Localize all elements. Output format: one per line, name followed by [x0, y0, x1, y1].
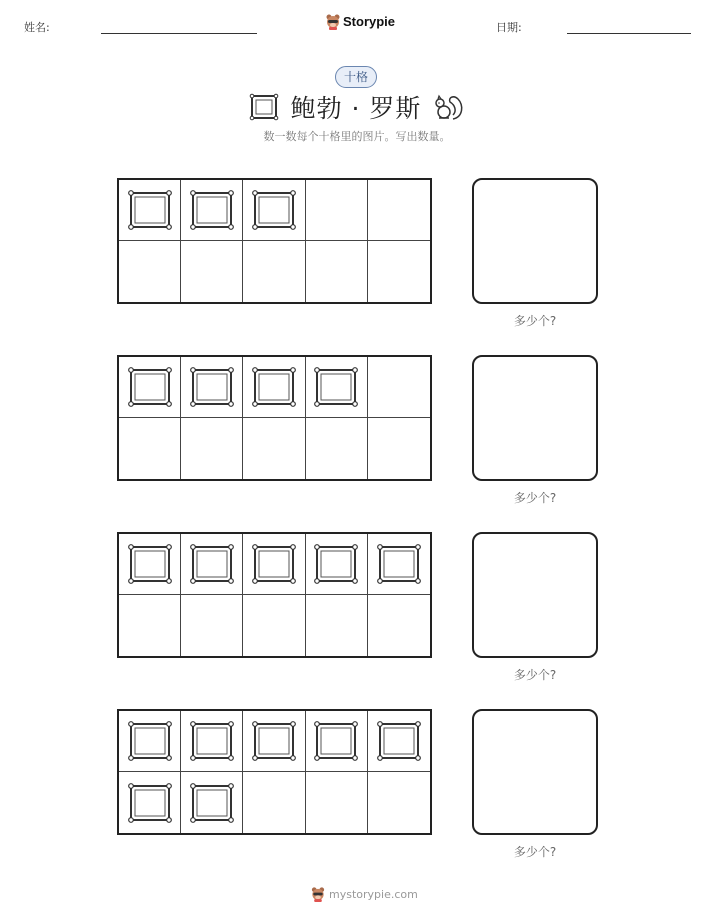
picture-frame-icon [252, 721, 296, 761]
ten-frame-cell [181, 595, 243, 656]
how-many-label: 多少个? [513, 314, 557, 328]
answer-box[interactable] [472, 709, 598, 835]
ten-frame-cell [243, 357, 305, 418]
picture-frame-icon [128, 783, 172, 823]
ten-frame-cell [306, 180, 368, 241]
ten-frame-cell [368, 241, 430, 302]
name-line[interactable] [101, 33, 257, 34]
picture-frame-icon [190, 721, 234, 761]
ten-frame-cell [243, 534, 305, 595]
ten-frame-cell [306, 418, 368, 479]
ten-frame-cell [243, 595, 305, 656]
ten-frame-cell [368, 418, 430, 479]
picture-frame-icon [128, 544, 172, 584]
storypie-logo-icon [326, 13, 340, 30]
picture-frame-icon [128, 190, 172, 230]
how-many-label: 多少个? [513, 668, 557, 682]
title-row [0, 89, 714, 125]
picture-frame-icon [249, 93, 279, 121]
ten-frame-cell [368, 772, 430, 833]
ten-frame-cell [243, 241, 305, 302]
ten-frame-cell [243, 772, 305, 833]
storypie-logo-icon [311, 886, 325, 902]
picture-frame-icon [314, 544, 358, 584]
ten-frame-cell [181, 357, 243, 418]
ten-frame [117, 355, 432, 481]
ten-frame-cell [119, 711, 181, 772]
squirrel-icon [433, 93, 465, 121]
picture-frame-icon [190, 367, 234, 407]
picture-frame-icon [190, 783, 234, 823]
ten-frame-cell [119, 357, 181, 418]
picture-frame-icon [377, 721, 421, 761]
brand-name: Storypie [343, 14, 396, 29]
ten-frame-cell [306, 241, 368, 302]
ten-frame-cell [306, 772, 368, 833]
how-many-label: 多少个? [513, 491, 557, 505]
footer-url[interactable]: mystorypie.com [329, 887, 418, 901]
ten-frame-cell [368, 534, 430, 595]
ten-frame-cell [368, 595, 430, 656]
ten-frame-cell [119, 180, 181, 241]
ten-frame [117, 178, 432, 304]
ten-frame-cell [306, 534, 368, 595]
picture-frame-icon [252, 367, 296, 407]
how-many-label: 多少个? [513, 845, 557, 859]
ten-frame-cell [243, 711, 305, 772]
picture-frame-icon [314, 367, 358, 407]
picture-frame-icon [252, 544, 296, 584]
ten-frame-cell [181, 772, 243, 833]
ten-frame-cell [243, 180, 305, 241]
picture-frame-icon [128, 721, 172, 761]
picture-frame-icon [128, 367, 172, 407]
ten-frame-cell [368, 711, 430, 772]
ten-frame-cell [306, 595, 368, 656]
ten-frame-cell [181, 534, 243, 595]
ten-frame-cell [181, 180, 243, 241]
picture-frame-icon [377, 544, 421, 584]
picture-frame-icon [314, 721, 358, 761]
ten-frame-cell [119, 241, 181, 302]
ten-frame-cell [119, 534, 181, 595]
brand-logo [326, 13, 395, 30]
ten-frame-cell [119, 418, 181, 479]
answer-box[interactable] [472, 355, 598, 481]
page-title: 鲍勃 · 罗斯 [290, 94, 422, 123]
date-line[interactable] [567, 33, 691, 34]
ten-frame-tag: 十格 [335, 66, 377, 88]
name-label: 姓名: [24, 21, 50, 34]
picture-frame-icon [190, 544, 234, 584]
ten-frame-cell [181, 241, 243, 302]
date-label: 日期: [496, 21, 522, 34]
ten-frame [117, 709, 432, 835]
ten-frame-cell [306, 711, 368, 772]
ten-frame-cell [119, 595, 181, 656]
answer-box[interactable] [472, 178, 598, 304]
ten-frame-cell [119, 772, 181, 833]
ten-frame [117, 532, 432, 658]
ten-frame-cell [181, 711, 243, 772]
ten-frame-cell [243, 418, 305, 479]
picture-frame-icon [252, 190, 296, 230]
answer-box[interactable] [472, 532, 598, 658]
ten-frame-cell [306, 357, 368, 418]
instructions: 数一数每个十格里的图片。写出数量。 [263, 130, 451, 143]
ten-frame-cell [181, 418, 243, 479]
footer [311, 886, 418, 902]
ten-frame-cell [368, 357, 430, 418]
picture-frame-icon [190, 190, 234, 230]
ten-frame-cell [368, 180, 430, 241]
